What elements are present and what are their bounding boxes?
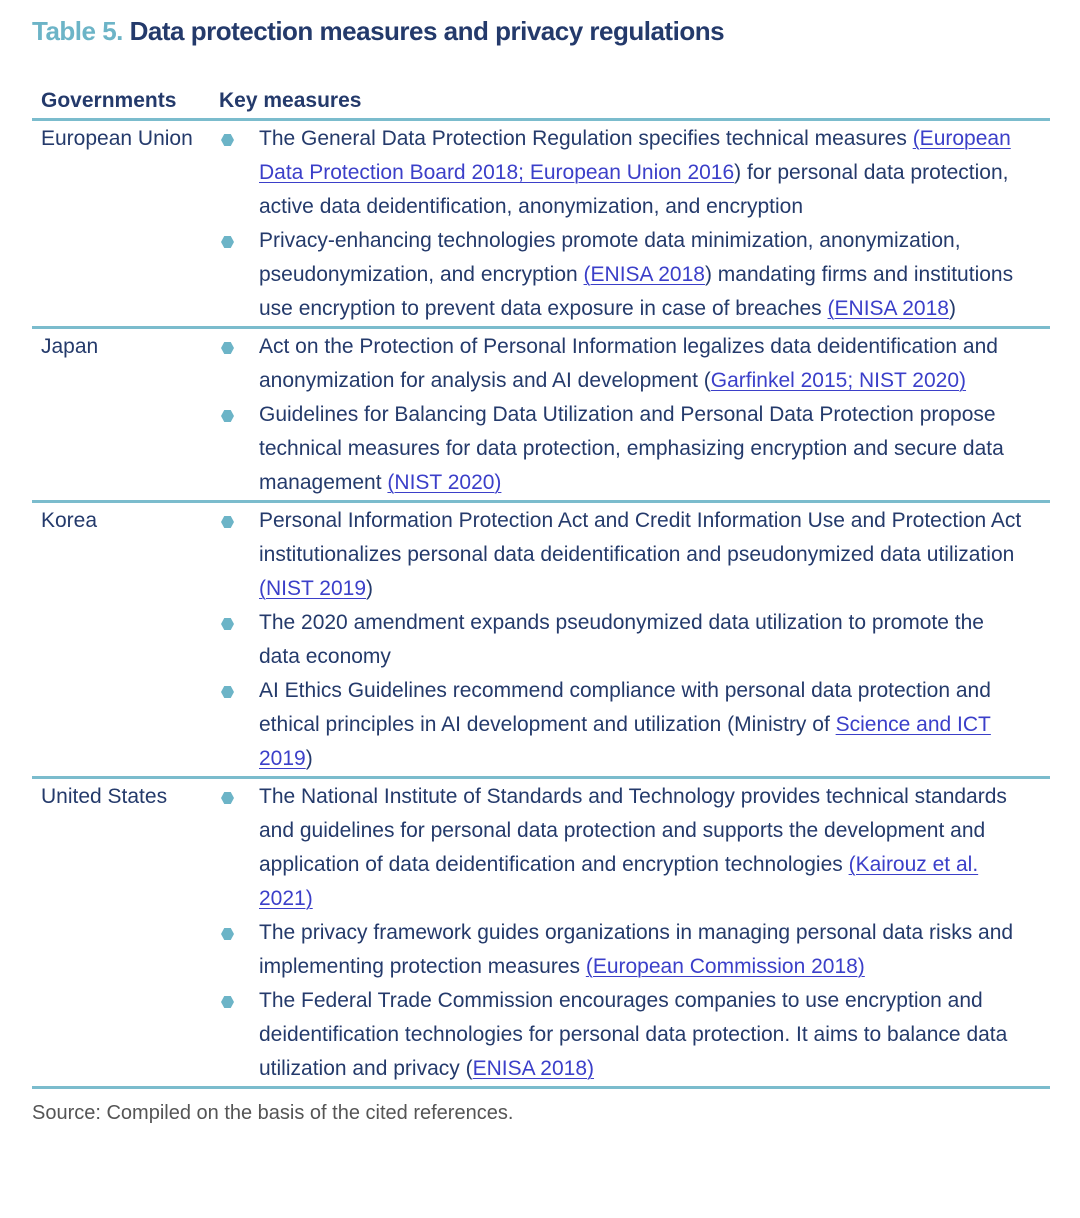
measure-item <box>219 916 1050 984</box>
measure-item <box>219 122 1050 224</box>
government-cell: Korea <box>32 502 219 778</box>
key-measures-cell <box>219 120 1050 328</box>
citation-link[interactable]: (ENISA 2018 <box>827 297 949 320</box>
hexagon-bullet-icon <box>221 996 234 1008</box>
citation-link[interactable]: Garfinkel 2015; NIST 2020) <box>710 369 967 392</box>
hexagon-bullet-icon <box>221 410 234 422</box>
hexagon-bullet-icon <box>221 618 234 630</box>
measure-item <box>219 224 1050 326</box>
measure-item <box>219 984 1050 1086</box>
measure-item <box>219 674 1050 776</box>
key-measures-cell <box>219 328 1050 502</box>
citation-link[interactable]: (ENISA 2018 <box>583 263 705 286</box>
measure-item <box>219 398 1050 500</box>
source-note: Source: Compiled on the basis of the cited references. <box>32 1102 514 1124</box>
table-title <box>32 14 1050 48</box>
hexagon-bullet-icon <box>221 236 234 248</box>
citation-link[interactable]: (European Data Protection Board 2018; European Union 2016 <box>259 127 1011 184</box>
measure-text: The 2020 amendment expands pseudonymized data utilization to promote the data economy <box>259 611 984 668</box>
measure-text: ) <box>948 297 956 320</box>
measure-text: The General Data Protection Regulation specifies technical measures <box>259 127 913 150</box>
hexagon-bullet-icon <box>221 516 234 528</box>
table-row-european-union <box>32 120 1050 328</box>
measure-list <box>219 330 1050 500</box>
table-row-korea <box>32 502 1050 778</box>
citation-link[interactable]: Science and ICT 2019 <box>259 713 991 770</box>
citation-link[interactable]: (NIST 2019 <box>259 577 366 600</box>
measures-table <box>32 84 1050 1089</box>
measure-text: The privacy framework guides organizations in managing personal data risks and implementing protection measures <box>259 921 1014 978</box>
measure-text: Guidelines for Balancing Data Utilization and Personal Data Protection propose technical measures for data protection, emphasizing encryption and secure data management <box>259 403 1004 494</box>
measure-text: Personal Information Protection Act and Credit Information Use and Protection Act institutionalizes personal data deidentification and pseudonymized data utilization <box>259 509 1022 566</box>
citation-link[interactable]: ENISA 2018) <box>472 1057 595 1080</box>
measure-list <box>219 780 1050 1086</box>
measure-text: ) for personal data protection, active data deidentification, anonymization, and encryption <box>259 161 1009 218</box>
measure-item <box>219 504 1050 606</box>
header-governments: Governments <box>32 84 219 120</box>
table-header-row <box>32 84 1050 120</box>
measure-text: ) <box>305 747 313 770</box>
measure-text: ) <box>366 577 373 600</box>
measure-text: The Federal Trade Commission encourages companies to use encryption and deidentification technologies for personal data protection. It aims to balance data utilization and privacy ( <box>259 989 1008 1080</box>
measure-text: ) mandating firms and institutions use encryption to prevent data exposure in case of breaches <box>259 263 1014 320</box>
document-page <box>32 14 1050 1127</box>
hexagon-bullet-icon <box>221 792 234 804</box>
measure-text: AI Ethics Guidelines recommend compliance with personal data protection and ethical principles in AI development and utilization (Ministry of <box>259 679 991 736</box>
key-measures-cell <box>219 778 1050 1088</box>
measure-item <box>219 780 1050 916</box>
measure-item <box>219 606 1050 674</box>
government-cell: European Union <box>32 120 219 328</box>
government-cell: Japan <box>32 328 219 502</box>
table-caption: Data protection measures and privacy regulations <box>129 16 725 46</box>
measure-item <box>219 330 1050 398</box>
key-measures-cell <box>219 502 1050 778</box>
hexagon-bullet-icon <box>221 134 234 146</box>
measure-text: The National Institute of Standards and Technology provides technical standards and guidelines for personal data protection and supports the development and application of data deidentification and encryption technologies <box>259 785 1007 876</box>
table-row-japan <box>32 328 1050 502</box>
citation-link[interactable]: (European Commission 2018) <box>585 955 865 978</box>
government-cell: United States <box>32 778 219 1088</box>
measure-list <box>219 122 1050 326</box>
header-key-measures: Key measures <box>219 84 1050 120</box>
measure-text: Act on the Protection of Personal Information legalizes data deidentification and anonymization for analysis and AI development ( <box>259 335 998 392</box>
measure-text: Privacy-enhancing technologies promote data minimization, anonymization, pseudonymization, and encryption <box>259 229 961 286</box>
citation-link[interactable]: (NIST 2020) <box>387 471 502 494</box>
hexagon-bullet-icon <box>221 686 234 698</box>
hexagon-bullet-icon <box>221 342 234 354</box>
hexagon-bullet-icon <box>221 928 234 940</box>
measure-list <box>219 504 1050 776</box>
table-row-united-states <box>32 778 1050 1088</box>
citation-link[interactable]: (Kairouz et al. 2021) <box>259 853 979 910</box>
table-number: Table 5. <box>32 16 123 46</box>
